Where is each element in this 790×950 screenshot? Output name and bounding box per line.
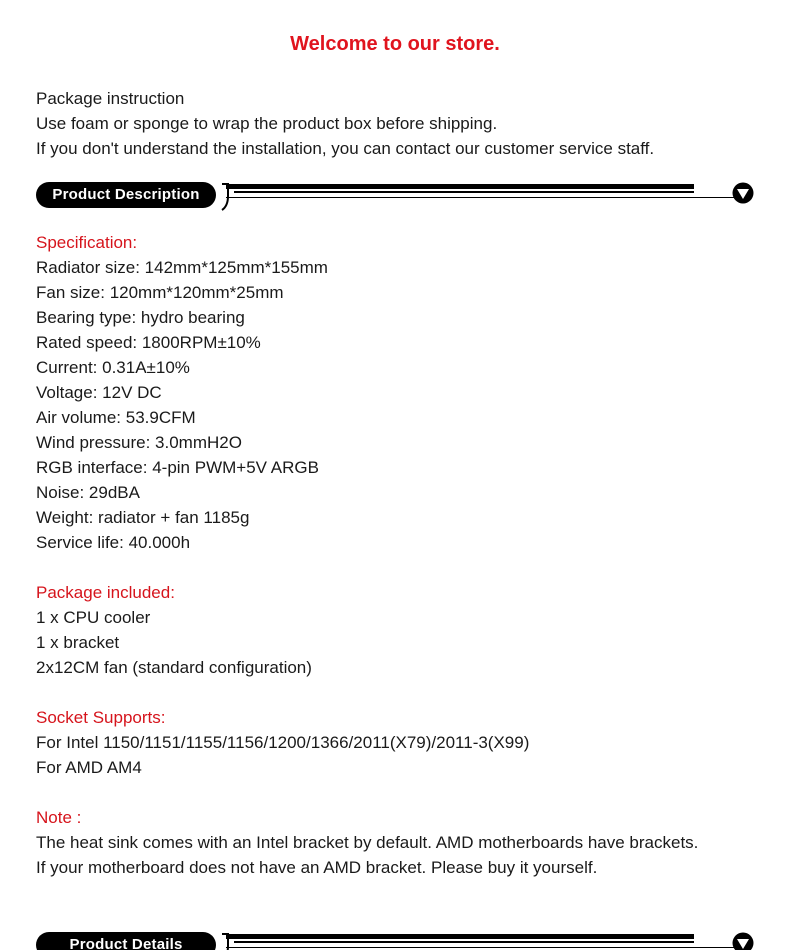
socket-supports-section — [36, 705, 529, 780]
spec-item: Radiator size: 142mm*125mm*155mm — [36, 258, 328, 277]
spec-item: Air volume: 53.9CFM — [36, 408, 196, 427]
spec-item: Fan size: 120mm*120mm*25mm — [36, 283, 284, 302]
spec-item: RGB interface: 4-pin PWM+5V ARGB — [36, 458, 319, 477]
package-instruction-title: Package instruction — [36, 89, 185, 108]
package-item: 1 x bracket — [36, 633, 120, 652]
package-instruction — [36, 86, 654, 161]
spec-item: Rated speed: 1800RPM±10% — [36, 333, 261, 352]
welcome-title: Welcome to our store. — [290, 33, 500, 55]
spec-item: Bearing type: hydro bearing — [36, 308, 245, 327]
divider-thin — [226, 947, 734, 948]
package-item: 1 x CPU cooler — [36, 608, 151, 627]
socket-supports-heading: Socket Supports: — [36, 708, 166, 727]
socket-item: For AMD AM4 — [36, 758, 142, 777]
divider-mid — [234, 941, 694, 943]
product-description-title: Product Description — [36, 182, 216, 208]
package-included-section — [36, 580, 312, 680]
spec-item: Noise: 29dBA — [36, 483, 140, 502]
chevron-down-icon[interactable] — [732, 182, 754, 204]
product-details-header — [36, 932, 756, 950]
package-included-heading: Package included: — [36, 583, 175, 602]
spec-item: Voltage: 12V DC — [36, 383, 162, 402]
socket-item: For Intel 1150/1151/1155/1156/1200/1366/2011(X79)/2011-3(X99) — [36, 733, 530, 752]
specification-heading: Specification: — [36, 233, 138, 252]
chevron-down-icon[interactable] — [732, 932, 754, 950]
spec-item: Wind pressure: 3.0mmH2O — [36, 433, 242, 452]
product-details-title: Product Details — [36, 932, 216, 950]
spec-item: Current: 0.31A±10% — [36, 358, 190, 377]
note-item: The heat sink comes with an Intel bracket by default. AMD motherboards have brackets. — [36, 833, 699, 852]
specification-section — [36, 230, 328, 555]
note-heading: Note : — [36, 808, 82, 827]
note-section — [36, 805, 698, 880]
divider-thick — [226, 184, 694, 189]
divider-thick — [226, 934, 694, 939]
spec-item: Weight: radiator + fan 1185g — [36, 508, 250, 527]
product-description-header — [36, 182, 756, 216]
divider-thin — [226, 197, 734, 198]
note-item: If your motherboard does not have an AMD bracket. Please buy it yourself. — [36, 858, 598, 877]
spec-item: Service life: 40.000h — [36, 533, 191, 552]
divider-mid — [234, 191, 694, 193]
package-instruction-line: If you don't understand the installation, you can contact our customer service staff. — [36, 139, 655, 158]
package-item: 2x12CM fan (standard configuration) — [36, 658, 312, 677]
package-instruction-line: Use foam or sponge to wrap the product box before shipping. — [36, 114, 498, 133]
